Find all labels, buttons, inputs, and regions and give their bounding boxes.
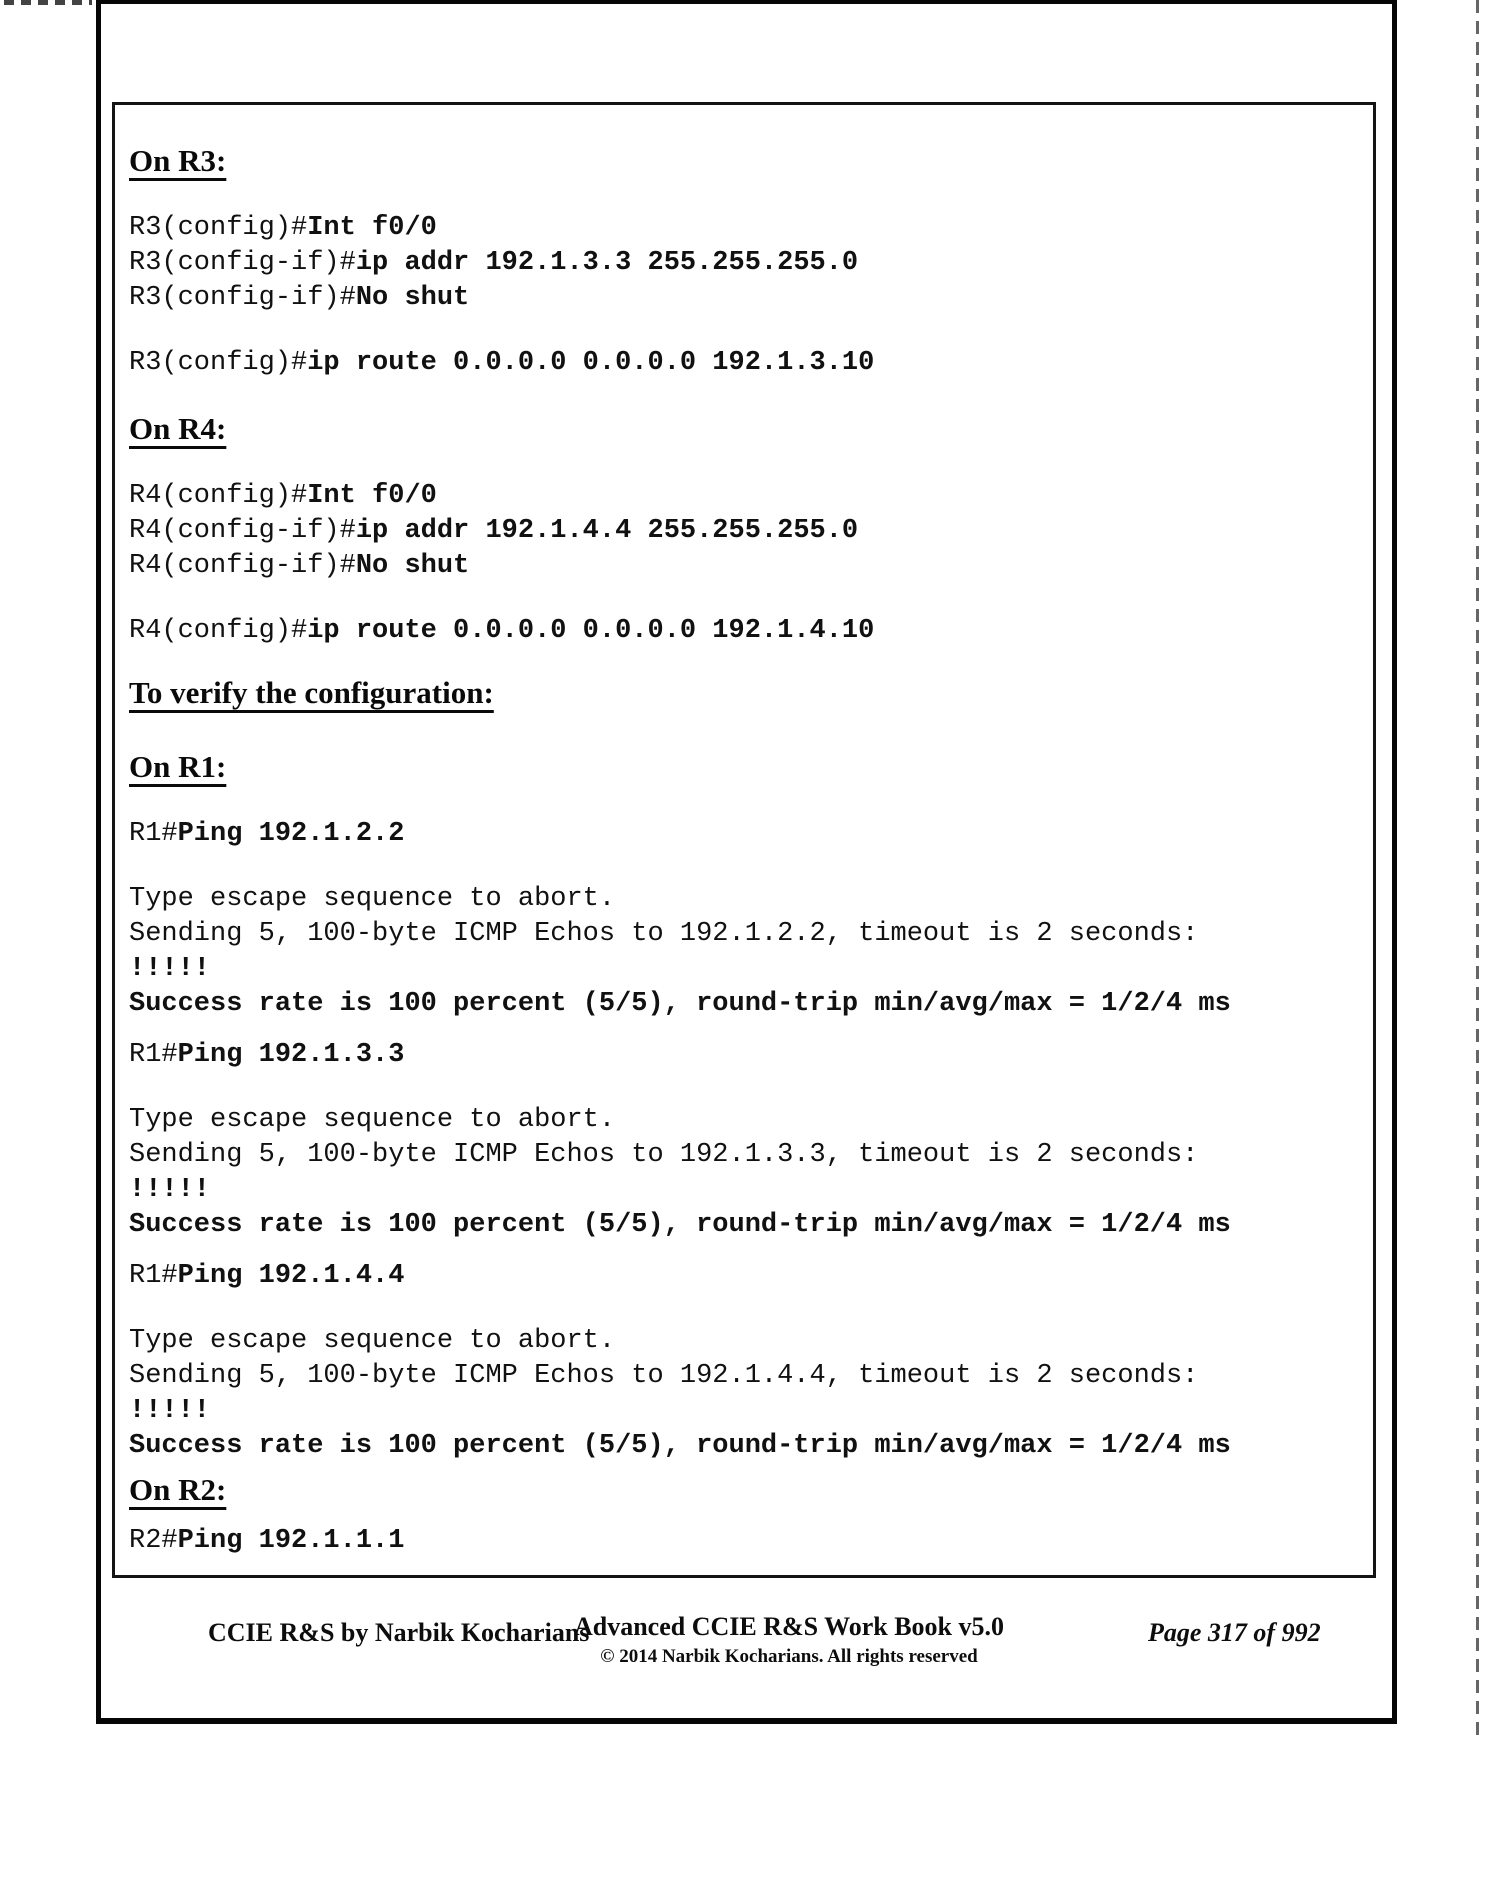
cli-prompt: R3(config)#: [129, 213, 308, 243]
ping-output-sending: Sending 5, 100-byte ICMP Echos to 192.1.3.3, timeout is 2 seconds:: [129, 1140, 1199, 1170]
cli-prompt: R3(config-if)#: [129, 283, 356, 313]
cli-line-r3-route: [129, 346, 1359, 381]
cli-line-r3-noshut: [129, 281, 1359, 316]
cli-command: Ping 192.1.4.4: [177, 1261, 405, 1291]
cli-line-r3-addr: [129, 246, 1359, 281]
heading-on-r1: On R1:: [129, 749, 227, 784]
footer-copyright: © 2014 Narbik Kocharians. All rights reserved: [600, 1646, 978, 1667]
cli-prompt: R4(config)#: [129, 481, 308, 511]
cli-command: Ping 192.1.3.3: [177, 1040, 405, 1070]
heading-on-r3: On R3:: [129, 143, 227, 178]
cli-command: Int f0/0: [307, 481, 437, 511]
cli-command: ip addr 192.1.3.3 255.255.255.0: [355, 248, 859, 278]
cli-command: ip route 0.0.0.0 0.0.0.0 192.1.4.10: [307, 616, 875, 646]
ping-output-success: Success rate is 100 percent (5/5), round-trip min/avg/max = 1/2/4 ms: [129, 989, 1231, 1019]
cli-line-r3-int: [129, 211, 1359, 246]
cli-line-r4-addr: [129, 514, 1359, 549]
ping-output-escape: Type escape sequence to abort.: [129, 1326, 616, 1356]
ping-output-bangs: !!!!!: [129, 954, 211, 984]
content-box: [112, 102, 1376, 1578]
ping-output-success: Success rate is 100 percent (5/5), round-trip min/avg/max = 1/2/4 ms: [129, 1431, 1231, 1461]
cli-prompt: R4(config-if)#: [129, 551, 356, 581]
cli-command: Ping 192.1.1.1: [177, 1526, 405, 1556]
cli-prompt: R1#: [129, 1040, 178, 1070]
cli-prompt: R3(config-if)#: [129, 248, 356, 278]
cli-line-r4-noshut: [129, 549, 1359, 584]
cli-prompt: R4(config-if)#: [129, 516, 356, 546]
ping-output-sending: Sending 5, 100-byte ICMP Echos to 192.1.2.2, timeout is 2 seconds:: [129, 919, 1199, 949]
cli-prompt: R1#: [129, 1261, 178, 1291]
scan-artifact-right-edge: [1476, 0, 1479, 1737]
ping-output-sending: Sending 5, 100-byte ICMP Echos to 192.1.4.4, timeout is 2 seconds:: [129, 1361, 1199, 1391]
ping-output-success: Success rate is 100 percent (5/5), round-trip min/avg/max = 1/2/4 ms: [129, 1210, 1231, 1240]
page-border-frame: [96, 0, 1397, 1724]
cli-command: No shut: [355, 283, 470, 313]
cli-line-r1-ping4: [129, 1259, 1359, 1294]
ping-output-escape: Type escape sequence to abort.: [129, 884, 616, 914]
footer-page-number: Page 317 of 992: [1148, 1618, 1321, 1647]
cli-line-r4-int: [129, 479, 1359, 514]
cli-command: ip route 0.0.0.0 0.0.0.0 192.1.3.10: [307, 348, 875, 378]
cli-command: ip addr 192.1.4.4 255.255.255.0: [355, 516, 859, 546]
ping-output-escape: Type escape sequence to abort.: [129, 1105, 616, 1135]
cli-prompt: R2#: [129, 1526, 178, 1556]
cli-line-r2-ping1: [129, 1524, 1359, 1559]
heading-verify: To verify the configuration:: [129, 675, 494, 710]
cli-command: Int f0/0: [307, 213, 437, 243]
footer-author: CCIE R&S by Narbik Kocharians: [208, 1618, 590, 1647]
heading-on-r2: On R2:: [129, 1472, 227, 1507]
cli-line-r1-ping3: [129, 1038, 1359, 1073]
cli-prompt: R3(config)#: [129, 348, 308, 378]
cli-line-r4-route: [129, 614, 1359, 649]
footer-center: [486, 1612, 1092, 1668]
cli-command: No shut: [355, 551, 470, 581]
heading-on-r4: On R4:: [129, 411, 227, 446]
footer-book-title: Advanced CCIE R&S Work Book v5.0: [573, 1612, 1005, 1641]
cli-prompt: R4(config)#: [129, 616, 308, 646]
cli-line-r1-ping2: [129, 817, 1359, 852]
cli-prompt: R1#: [129, 819, 178, 849]
ping-output-bangs: !!!!!: [129, 1396, 211, 1426]
ping-output-bangs: !!!!!: [129, 1175, 211, 1205]
scan-artifact-top-dashes: [4, 0, 92, 5]
page-footer: [0, 1612, 1492, 1692]
cli-command: Ping 192.1.2.2: [177, 819, 405, 849]
